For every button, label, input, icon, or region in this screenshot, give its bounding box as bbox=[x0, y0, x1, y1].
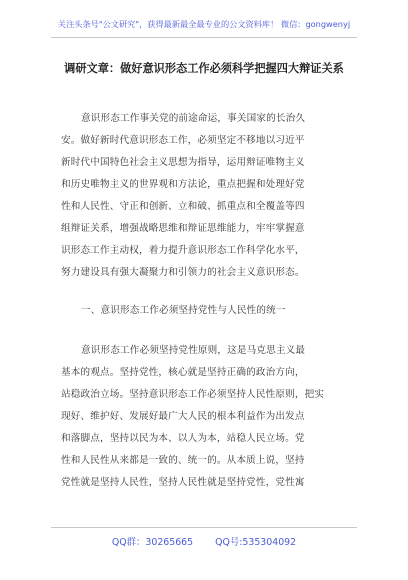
paragraph-line: 努力建设具有强大凝聚力和引领力的社会主义意识形态。 bbox=[61, 267, 305, 278]
paragraph-line: 站稳政治立场。坚持意识形态工作必须坚持人民性原则，把实 bbox=[61, 389, 325, 400]
paragraph-line: 现好、维护好、发展好最广大人民的根本利益作为出发点 bbox=[61, 411, 305, 422]
paragraph-line: 安。做好新时代意识形态工作，必须坚定不移地以习近平 bbox=[61, 135, 305, 146]
paragraph-line: 意识形态工作必须坚持党性原则，这是马克思主义最 bbox=[81, 345, 306, 356]
header-banner: 关注头条号"公文研究"，获得最新最全最专业的公文资料库！ 微信：gongwenyj bbox=[57, 19, 351, 29]
paragraph-line: 和历史唯物主义的世界观和方法论，重点把握和处理好党 bbox=[61, 179, 305, 190]
paragraph-line: 基本的观点。坚持党性，核心就是坚持正确的政治方向， bbox=[61, 367, 305, 378]
paragraph-line: 新时代中国特色社会主义思想为指导，运用辩证唯物主义 bbox=[61, 157, 305, 168]
paragraph-line: 性和人民性从来都是一致的、统一的。从本质上说，坚持 bbox=[61, 455, 305, 466]
footer-contact bbox=[51, 534, 357, 548]
paragraph-line: 组辩证关系，增强战略思维和辩证思维能力，牢牢掌握意 bbox=[61, 223, 305, 234]
section-heading: 一、意识形态工作必须坚持党性与人民性的统一 bbox=[81, 305, 286, 316]
qq-number-label: QQ号:535304092 bbox=[215, 537, 297, 548]
paragraph-line: 性和人民性、守正和创新、立和破、抓重点和全覆盖等四 bbox=[61, 201, 305, 212]
header-divider bbox=[51, 37, 357, 38]
qq-group-label: QQ群：30265665 bbox=[111, 537, 194, 548]
paragraph-line: 识形态工作主动权，着力提升意识形态工作科学化水平， bbox=[61, 245, 305, 256]
paragraph-line: 和落脚点，坚持以民为本、以人为本，站稳人民立场。党 bbox=[61, 433, 305, 444]
document-title: 调研文章：做好意识形态工作必须科学把握四大辩证关系 bbox=[64, 61, 344, 75]
footer-divider bbox=[51, 527, 357, 528]
paragraph-line: 意识形态工作事关党的前途命运，事关国家的长治久 bbox=[81, 113, 306, 124]
paragraph-line: 党性就是坚持人民性，坚持人民性就是坚持党性，党性寓 bbox=[61, 477, 305, 488]
